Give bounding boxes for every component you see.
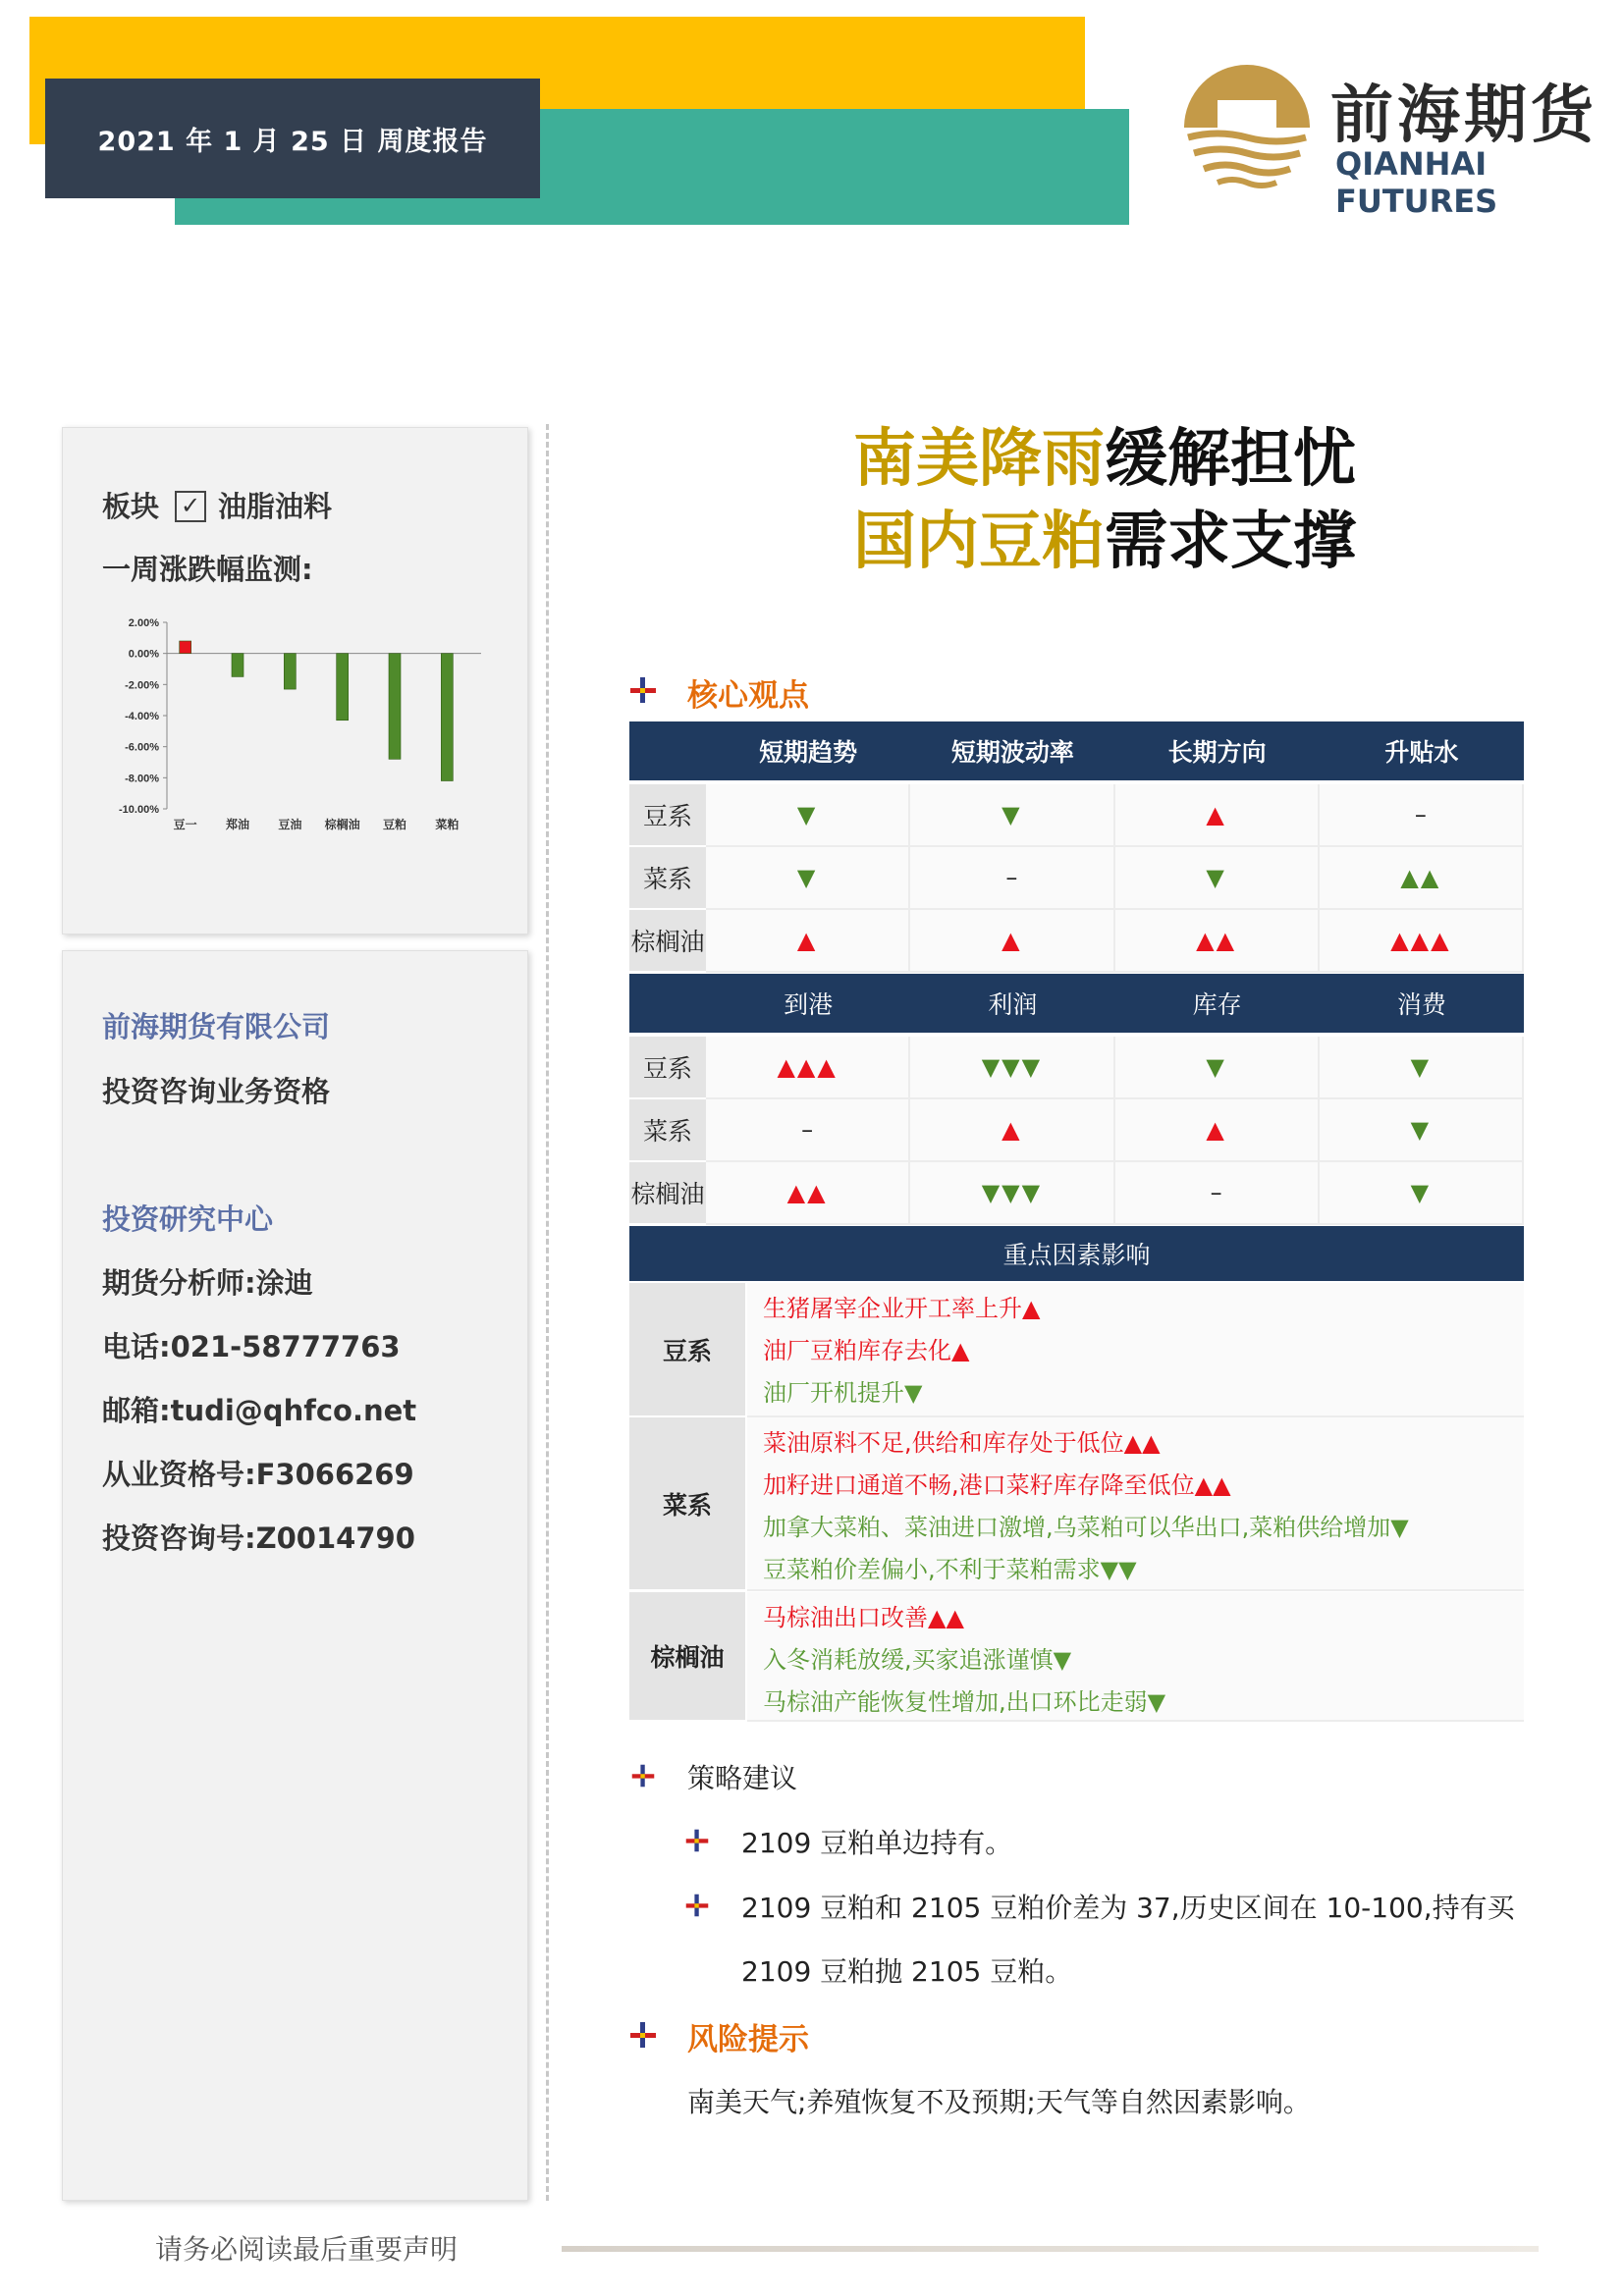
title-line1-gold: 南美降雨 xyxy=(853,423,1105,496)
title-line2-dark: 需求支撑 xyxy=(1105,506,1356,578)
indicator-cell: ▼ xyxy=(1115,847,1320,910)
core-view-heading: 核心观点 xyxy=(687,678,809,714)
qianhai-logo-icon xyxy=(1178,61,1316,192)
table-header-2: 短期波动率 xyxy=(950,738,1074,767)
factor-item: 生猪屠宰企业开工率上升▲ xyxy=(763,1295,1041,1322)
factor-item: 油厂豆粕库存去化▲ xyxy=(763,1337,970,1364)
bullet-cross-icon xyxy=(630,1763,656,1789)
y-tick-label: -4.00% xyxy=(125,711,159,722)
category-label: 菜粕 xyxy=(435,818,460,831)
checkbox-checked-icon: ✓ xyxy=(175,491,206,522)
core-table-2 xyxy=(629,974,1524,1219)
column-divider xyxy=(546,424,549,2201)
table-header-1: 短期趋势 xyxy=(759,738,858,767)
factor-item: 豆菜粕价差偏小,不利于菜粕需求▼▼ xyxy=(763,1556,1137,1583)
license-number: 从业资格号:F3066269 xyxy=(102,1458,414,1491)
bullet-cross-icon xyxy=(628,675,658,705)
factor-item: 入冬消耗放缓,买家追涨谨慎▼ xyxy=(763,1646,1072,1674)
title-line-1 xyxy=(589,408,1620,499)
title-line2-gold: 国内豆粕 xyxy=(853,506,1105,578)
factor-item: 加拿大菜粕、菜油进口激增,乌菜粕可以华出口,菜粕供给增加▼ xyxy=(763,1514,1409,1541)
indicator-cell: ▲▲ xyxy=(1320,847,1524,910)
bar-5 xyxy=(389,654,401,760)
bullet-cross-icon xyxy=(628,2020,658,2050)
table-header-3: 长期方向 xyxy=(1167,738,1267,767)
indicator-cell: ▲▲ xyxy=(706,1162,910,1225)
indicator-cell: – xyxy=(1115,1162,1320,1225)
key-factors-table xyxy=(629,1226,1524,1741)
report-date-banner xyxy=(45,79,540,198)
indicator-cell: ▼ xyxy=(706,784,910,847)
analyst-phone: 电话:021-58777763 xyxy=(102,1330,401,1363)
indicator-cell: ▲▲▲ xyxy=(1320,910,1524,973)
category-label: 豆油 xyxy=(278,818,302,831)
indicator-cell: ▲ xyxy=(910,910,1114,973)
y-tick-label: -6.00% xyxy=(125,741,159,754)
indicator-cell: ▼ xyxy=(1320,1099,1524,1162)
bar-2 xyxy=(232,654,244,677)
sidebar-contact-panel xyxy=(62,950,528,2201)
risk-text: 南美天气;养殖恢复不及预期;天气等自然因素影响。 xyxy=(687,2086,1311,2118)
factor-group-label: 棕榈油 xyxy=(629,1592,745,1720)
table-header-1: 到港 xyxy=(784,990,834,1019)
indicator-cell: ▲▲▲ xyxy=(706,1037,910,1099)
analyst-email[interactable]: 邮箱:tudi@qhfco.net xyxy=(102,1394,417,1427)
indicator-cell: ▲ xyxy=(706,910,910,973)
category-label: 棕榈油 xyxy=(324,818,360,831)
category-label: 豆粕 xyxy=(382,818,407,831)
sector-label: 板块 xyxy=(102,490,160,523)
row-label-3: 棕榈油 xyxy=(629,910,706,971)
factor-item: 加籽进口通道不畅,港口菜籽库存降至低位▲▲ xyxy=(763,1471,1231,1499)
consult-number: 投资咨询号:Z0014790 xyxy=(102,1522,415,1555)
row-label-1: 豆系 xyxy=(629,784,706,845)
strategy-item-1: 2109 豆粕单边持有。 xyxy=(741,1827,1013,1859)
indicator-cell: ▲▲ xyxy=(1115,910,1320,973)
factor-group-label: 豆系 xyxy=(629,1283,745,1415)
factor-item: 油厂开机提升▼ xyxy=(763,1379,923,1407)
footer-disclaimer: 请务必阅读最后重要声明 xyxy=(155,2233,459,2266)
bar-3 xyxy=(284,654,296,689)
indicator-cell: ▲ xyxy=(910,1099,1114,1162)
indicator-cell: ▼ xyxy=(1320,1162,1524,1225)
core-table-1 xyxy=(629,721,1524,967)
bar-4 xyxy=(337,654,349,721)
strategy-item-2-line-2: 2109 豆粕抛 2105 豆粕。 xyxy=(741,1955,1073,1988)
indicator-cell: ▼ xyxy=(910,784,1114,847)
strategy-item-2-line-1: 2109 豆粕和 2105 豆粕价差为 37,历史区间在 10-100,持有买 xyxy=(741,1892,1515,1924)
title-line-2 xyxy=(589,491,1620,581)
y-tick-label: -2.00% xyxy=(125,679,159,692)
indicator-cell: ▼▼▼ xyxy=(910,1037,1114,1099)
table-header-3: 库存 xyxy=(1192,990,1242,1019)
y-tick-label: 2.00% xyxy=(128,617,159,629)
logo-english-name: QIANHAI FUTURES xyxy=(1335,145,1498,220)
indicator-cell: ▲ xyxy=(1115,784,1320,847)
logo-chinese-name: 前海期货 xyxy=(1330,79,1597,152)
indicator-cell: ▼ xyxy=(1115,1037,1320,1099)
indicator-cell: ▼▼▼ xyxy=(910,1162,1114,1225)
row-label-1: 豆系 xyxy=(629,1037,706,1097)
weekly-change-chart xyxy=(108,607,491,842)
factor-item: 马棕油产能恢复性增加,出口环比走弱▼ xyxy=(763,1688,1166,1716)
title-line1-dark: 缓解担忧 xyxy=(1105,423,1356,496)
y-tick-label: 0.00% xyxy=(128,648,159,661)
weekly-change-label: 一周涨跌幅监测: xyxy=(102,553,313,586)
category-label: 郑油 xyxy=(225,818,250,831)
y-tick-label: -8.00% xyxy=(125,773,159,785)
bullet-cross-icon xyxy=(684,1893,710,1918)
row-label-2: 菜系 xyxy=(629,847,706,908)
risk-heading: 风险提示 xyxy=(687,2022,809,2057)
row-label-2: 菜系 xyxy=(629,1099,706,1160)
row-label-3: 棕榈油 xyxy=(629,1162,706,1223)
indicator-cell: – xyxy=(910,847,1114,910)
sector-row xyxy=(102,485,332,526)
factor-group-label: 菜系 xyxy=(629,1417,745,1589)
sector-name: 油脂油料 xyxy=(218,490,333,523)
factor-item: 菜油原料不足,供给和库存处于低位▲▲ xyxy=(763,1429,1161,1457)
indicator-cell: – xyxy=(706,1099,910,1162)
analyst-name: 期货分析师:涂迪 xyxy=(102,1266,313,1300)
bullet-cross-icon xyxy=(684,1828,710,1853)
indicator-cell: ▲ xyxy=(1115,1099,1320,1162)
report-date: 2021 年 1 月 25 日 周度报告 xyxy=(97,126,488,157)
indicator-cell: – xyxy=(1320,784,1524,847)
qualification: 投资咨询业务资格 xyxy=(102,1075,331,1108)
footer-rule xyxy=(562,2246,1539,2252)
research-center: 投资研究中心 xyxy=(102,1202,274,1236)
table-header-4: 升贴水 xyxy=(1384,738,1459,767)
company-name: 前海期货有限公司 xyxy=(102,1010,331,1043)
bar-1 xyxy=(180,641,191,654)
table-header-2: 利润 xyxy=(988,990,1038,1019)
bar-6 xyxy=(441,654,453,781)
factor-item: 马棕油出口改善▲▲ xyxy=(763,1604,964,1631)
table-header-4: 消费 xyxy=(1396,990,1446,1019)
indicator-cell: ▼ xyxy=(706,847,910,910)
indicator-cell: ▼ xyxy=(1320,1037,1524,1099)
factors-header: 重点因素影响 xyxy=(629,1226,1524,1281)
y-tick-label: -10.00% xyxy=(119,804,159,816)
strategy-heading: 策略建议 xyxy=(687,1762,798,1794)
category-label: 豆一 xyxy=(173,818,197,831)
